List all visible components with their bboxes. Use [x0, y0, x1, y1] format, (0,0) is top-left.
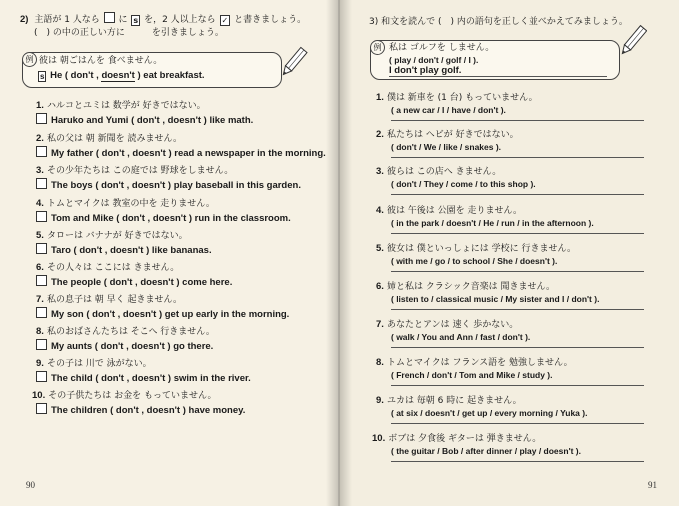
answer-line[interactable]	[391, 157, 644, 158]
left-example-jp: 彼は 朝ごはんを 食べません。	[39, 56, 163, 66]
answer-checkbox[interactable]	[36, 307, 47, 318]
page-number: 91	[648, 480, 657, 490]
left-example-en: s He ( don't , doesn't ) eat breakfast.	[40, 70, 205, 81]
left-page: 2) 主語が 1 人なら に s を，2 人以上なら ✓ と書きましょう。 ( ) の中の正しい方に を引きましょう。 例 彼は 朝ごはんを 食べません。 s He ( don't , doesn't ) eat breakfast. 1. ハルコとユミは 数学が 好きではない。 Haruko and Yumi ( don't , doesn't ) like math. 2. 私の父は 朝 新聞を 読みません。 My father ( don't , doesn't ) read a newspaper in the morning. 3. その少年たちは この庭では 野球をしません。 The boys ( don't , doesn't ) play baseball in this garden. 4. トムとマイクは 教室の中を 走りません。 Tom and Mike ( don't , doesn't ) run in the classroom. 5. タローは バナナが 好きではない。 Taro ( don't , doesn't ) like bananas. 6. その人々は ここには きません。 The people ( don't , doesn't ) come here. 7. 私の息子は 朝 早く 起きません。 My son ( don't , doesn't ) get up early in the morning. 8. 私のおばさんたちは そこへ 行きません。 My aunts ( don't , doesn't ) go there. 9. その子は 川で 泳がない。 The child ( don't , doesn't ) swim in the river. 10. その子供たちは お金を もっていません。 The children ( don't , doesn't ) have money. 90	[0, 0, 339, 506]
pencil-icon	[278, 46, 308, 80]
answer-line[interactable]	[391, 233, 644, 234]
left-example-box	[22, 52, 282, 88]
answer-checkbox[interactable]	[36, 146, 47, 157]
answer-checkbox[interactable]	[36, 211, 47, 222]
answer-checkbox[interactable]	[36, 178, 47, 189]
book-gutter	[326, 0, 352, 506]
left-instruction-line-2: ( ) の中の正しい方に を引きましょう。	[34, 28, 224, 38]
page-number: 90	[26, 480, 35, 490]
answer-line	[389, 76, 607, 77]
answer-checkbox[interactable]	[36, 371, 47, 382]
s-box-icon: s	[133, 16, 139, 25]
right-example-answer: I don't play golf.	[389, 65, 462, 76]
answer-line[interactable]	[391, 423, 644, 424]
check-box-icon: ✓	[221, 16, 229, 25]
answer-line[interactable]	[391, 347, 644, 348]
example-mark-icon: 例	[22, 52, 37, 67]
answer-checkbox[interactable]	[36, 403, 47, 414]
answer-checkbox[interactable]	[36, 113, 47, 124]
answer-checkbox[interactable]	[36, 339, 47, 350]
answer-line[interactable]	[391, 120, 644, 121]
pencil-icon	[617, 24, 647, 60]
answer-line[interactable]	[391, 385, 644, 386]
answer-checkbox[interactable]	[36, 243, 47, 254]
right-page: 3) 和文を読んで ( ) 内の語句を正しく並べかえてみましょう。 例 私は ゴルフを しません。 ( play / don't / golf / I ). I don't play golf. 1. 僕は 新車を (1 台) もっていません。 ( a new car / I / have / don't ). 2. 私たちは ヘビが 好きではない。 ( don't / We / like / snakes ). 3. 彼らは この店へ きません。 ( don't / They / come / to this shop ). 4. 彼は 午後は 公園を 走りません。 ( in the park / doesn't / He / run / in the afternoon ). 5. 彼女は 僕といっしょには 学校に 行きません。 ( with me / go / to school / She / doesn't ). 6. 姉と私は クラシック音楽は 聞きません。 ( listen to / classical music / My sister and I / don't ). 7. あなたとアンは 速く 歩かない。 ( walk / You and Ann / fast / don't ). 8. トムとマイクは フランス語を 勉強しません。 ( French / don't / Tom and Mike / study ). 9. ユカは 毎朝 6 時に 起きません。 ( at six / doesn't / get up / every morning / Yuka ). 10. ボブは 夕食後 ギターは 弾きません。 ( the guitar / Bob / after dinner / play / doesn't ). 91	[339, 0, 679, 506]
section-number: 2)	[20, 14, 29, 25]
answer-checkbox[interactable]	[36, 275, 47, 286]
s-box-icon: s	[40, 72, 45, 81]
answer-line[interactable]	[391, 309, 644, 310]
right-instruction: 3) 和文を読んで ( ) 内の語句を正しく並べかえてみましょう。	[369, 17, 628, 27]
empty-box-icon	[104, 12, 115, 23]
right-example-box	[370, 40, 620, 80]
answer-line[interactable]	[391, 461, 644, 462]
example-mark-icon: 例	[370, 40, 385, 55]
left-instruction-line-1: 2) 主語が 1 人なら に s を，2 人以上なら ✓ と書きましょう。	[20, 14, 307, 25]
right-example-words: ( play / don't / golf / I ).	[389, 55, 479, 65]
right-example-jp: 私は ゴルフを しません。	[389, 43, 495, 53]
answer-line[interactable]	[391, 194, 644, 195]
answer-line[interactable]	[391, 271, 644, 272]
